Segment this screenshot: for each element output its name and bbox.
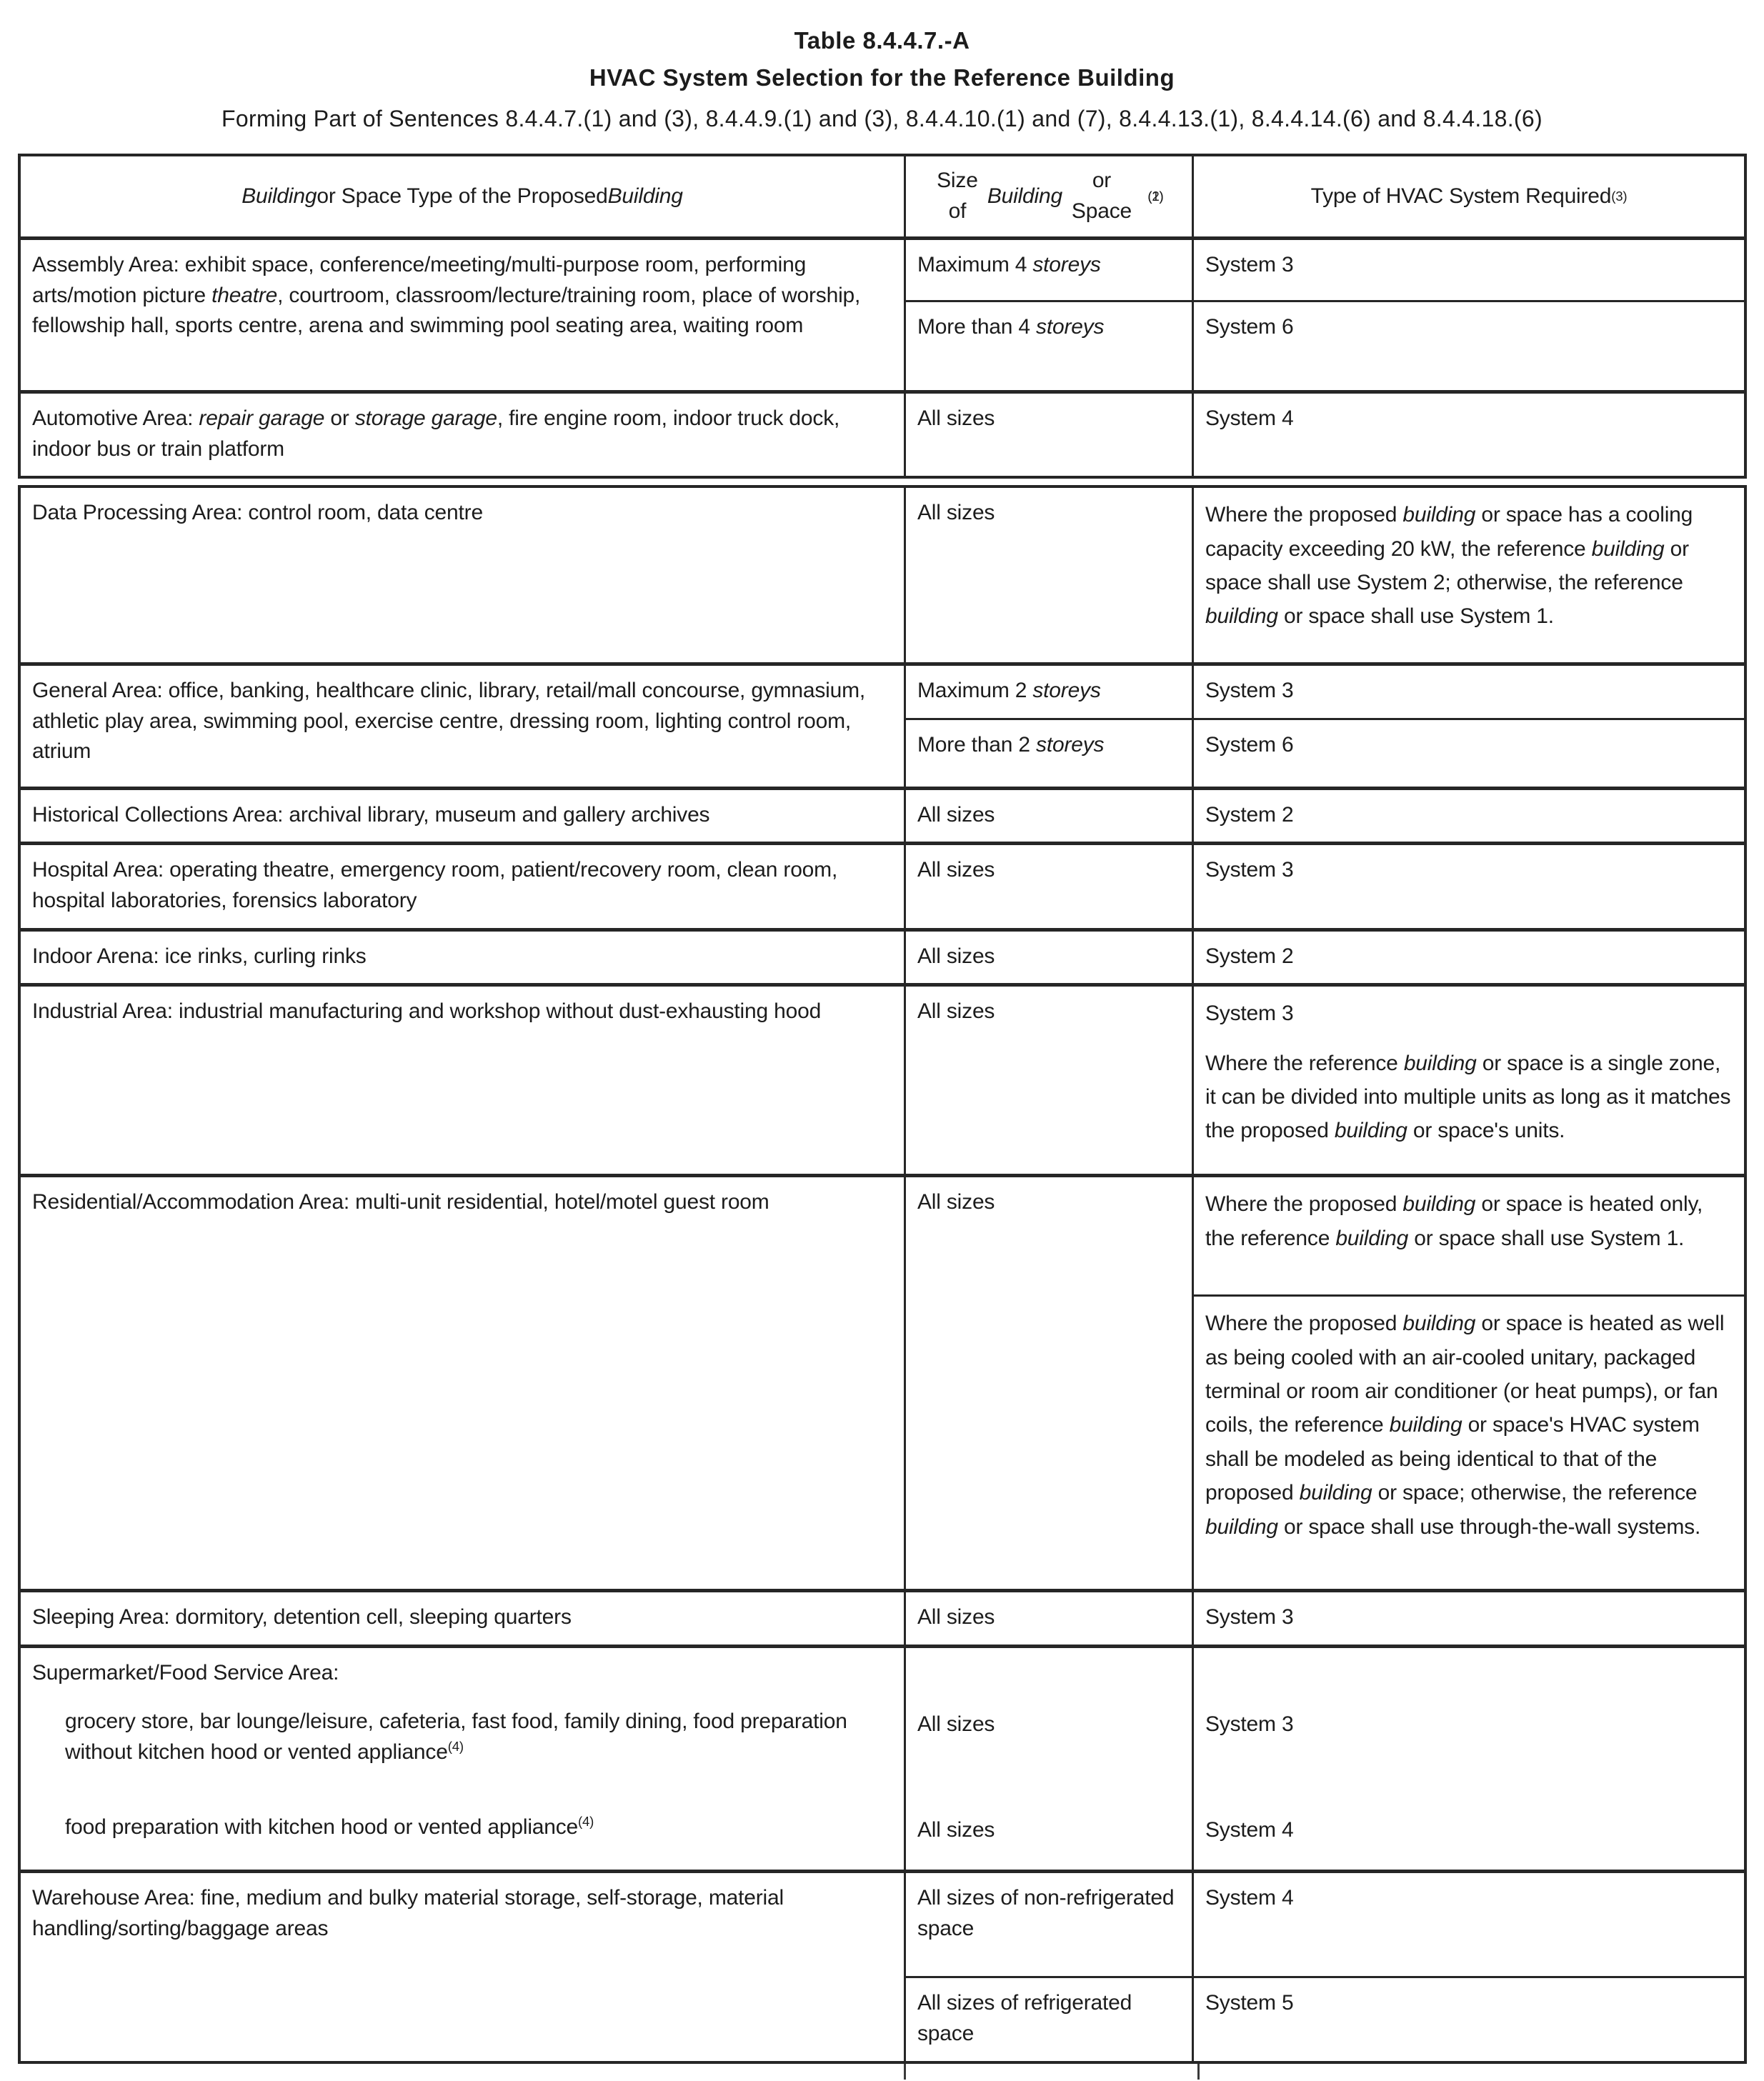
warehouse-system-1: System 4 xyxy=(1192,1873,1744,1976)
industrial-type: Industrial Area: industrial manufacturing and workshop without dust-exhausting hood xyxy=(32,999,822,1024)
industrial-system-note: Where the reference building or space is a single zone, it can be divided into multiple units as long as it matches the proposed building or space's units. xyxy=(1205,1051,1731,1143)
residential-system-1: Where the proposed building or space is heated only, the reference building or space shall use System 1. xyxy=(1192,1177,1744,1294)
automotive-type: Automotive Area: repair garage or storage garage, fire engine room, indoor truck dock, indoor bus or train platform xyxy=(32,406,840,461)
table-continuation-stub xyxy=(904,2064,906,2080)
row-warehouse xyxy=(21,1870,1744,2060)
data-processing-system: Where the proposed building or space has a cooling capacity exceeding 20 kW, the reference building or space shall use System 2; otherwise, the reference building or space shall use System 1. xyxy=(1192,488,1744,662)
automotive-size: All sizes xyxy=(904,394,1192,476)
hospital-type: Hospital Area: operating theatre, emergency room, patient/recovery room, clean room, hospital laboratories, forensics laboratory xyxy=(32,858,838,912)
supermarket-heading: Supermarket/Food Service Area: xyxy=(32,1660,339,1685)
assembly-type: Assembly Area: exhibit space, conference/meeting/multi-purpose room, performing arts/motion picture theatre, courtroom, classroom/lecture/training room, place of worship, fellowship hall, sports centre, arena and swimming pool seating area, waiting room xyxy=(32,253,861,338)
table-block-2 xyxy=(18,485,1747,2063)
row-sleeping xyxy=(21,1589,1744,1645)
assembly-size-2: More than 4 storeys xyxy=(904,300,1192,390)
supermarket-item-2-size: All sizes xyxy=(904,1805,1192,1870)
historical-size: All sizes xyxy=(904,790,1192,842)
hospital-size: All sizes xyxy=(904,845,1192,927)
data-processing-type: Data Processing Area: control room, data centre xyxy=(32,501,483,525)
historical-system: System 2 xyxy=(1192,790,1744,842)
header-row xyxy=(21,156,1744,236)
assembly-size-1: Maximum 4 storeys xyxy=(904,240,1192,300)
row-supermarket xyxy=(21,1645,1744,1870)
industrial-system xyxy=(1192,987,1744,1174)
indoor-arena-size: All sizes xyxy=(904,932,1192,984)
general-size-2: More than 2 storeys xyxy=(904,718,1192,787)
supermarket-item-2-system: System 4 xyxy=(1192,1805,1744,1870)
assembly-system-1: System 3 xyxy=(1192,240,1744,300)
supermarket-item-1-desc: grocery store, bar lounge/leisure, cafeteria, fast food, family dining, food preparation without kitchen hood or vented appliance$^{(4)}$ xyxy=(65,1710,847,1764)
assembly-system-2: System 6 xyxy=(1192,300,1744,390)
table-title: HVAC System Selection for the Reference Building xyxy=(589,64,1175,91)
supermarket-size-spacer xyxy=(904,1648,1192,1700)
table-number: Table 8.4.4.7.-A xyxy=(794,27,970,54)
supermarket-system-spacer xyxy=(1192,1648,1744,1700)
warehouse-system-2: System 5 xyxy=(1192,1976,1744,2060)
table-title-block xyxy=(0,27,1764,132)
hvac-selection-table xyxy=(18,154,1747,2081)
row-residential xyxy=(21,1174,1744,1589)
automotive-system: System 4 xyxy=(1192,394,1744,476)
industrial-size: All sizes xyxy=(904,987,1192,1174)
row-data-processing xyxy=(21,488,1744,662)
supermarket-item-1-size: All sizes xyxy=(904,1700,1192,1805)
residential-type: Residential/Accommodation Area: multi-unit residential, hotel/motel guest room xyxy=(32,1190,769,1214)
data-processing-size: All sizes xyxy=(904,488,1192,662)
general-size-1: Maximum 2 storeys xyxy=(904,666,1192,718)
industrial-system-label: System 3 xyxy=(1205,1002,1294,1026)
table-continuation-stub xyxy=(1197,2064,1200,2080)
row-hospital xyxy=(21,842,1744,927)
sleeping-system: System 3 xyxy=(1192,1592,1744,1645)
indoor-arena-type: Indoor Arena: ice rinks, curling rinks xyxy=(32,944,367,968)
warehouse-type: Warehouse Area: fine, medium and bulky material storage, self-storage, material handling/sorting/baggage areas xyxy=(32,1886,784,1940)
row-industrial xyxy=(21,983,1744,1174)
general-type: General Area: office, banking, healthcare clinic, library, retail/mall concourse, gymnasium, athletic play area, swimming pool, exercise centre, dressing room, lighting control room, atrium xyxy=(32,679,866,764)
header-hvac-required: Type of HVAC System Required (3) xyxy=(1192,156,1744,236)
hospital-system: System 3 xyxy=(1192,845,1744,927)
table-subtitle: Forming Part of Sentences 8.4.4.7.(1) and (3), 8.4.4.9.(1) and (3), 8.4.4.10.(1) and (7), 8.4.4.13.(1), 8.4.4.14.(6) and 8.4.4.18.(6) xyxy=(221,106,1543,131)
indoor-arena-system: System 2 xyxy=(1192,932,1744,984)
sleeping-size: All sizes xyxy=(904,1592,1192,1645)
warehouse-size-2: All sizes of refrigerated space xyxy=(904,1976,1192,2060)
warehouse-size-1: All sizes of non-refrigerated space xyxy=(904,1873,1192,1976)
row-historical xyxy=(21,787,1744,842)
supermarket-item-1-system: System 3 xyxy=(1192,1700,1744,1805)
sleeping-type: Sleeping Area: dormitory, detention cell, sleeping quarters xyxy=(32,1605,572,1630)
historical-type: Historical Collections Area: archival library, museum and gallery archives xyxy=(32,802,710,827)
residential-system-2: Where the proposed building or space is heated as well as being cooled with an air-cooled unitary, packaged terminal or room air conditioner (or heat pumps), or fan coils, the reference building or space's HVAC system shall be modeled as being identical to that of the proposed building or space; otherwise, the reference building or space shall use through-the-wall systems. xyxy=(1192,1294,1744,1589)
supermarket-item-2-desc: food preparation with kitchen hood or vented appliance$^{(4)}$ xyxy=(65,1814,594,1840)
row-indoor-arena xyxy=(21,928,1744,984)
row-general xyxy=(21,662,1744,787)
general-system-2: System 6 xyxy=(1192,718,1744,787)
row-automotive xyxy=(21,390,1744,476)
row-assembly xyxy=(21,236,1744,390)
general-system-1: System 3 xyxy=(1192,666,1744,718)
header-size: Size of Building or Space (1)(2) xyxy=(904,156,1192,236)
table-block-1 xyxy=(18,154,1747,479)
residential-size: All sizes xyxy=(904,1177,1192,1589)
header-building-space-type: Building or Space Type of the Proposed Building xyxy=(241,184,683,208)
table-continuation xyxy=(18,2064,1747,2081)
